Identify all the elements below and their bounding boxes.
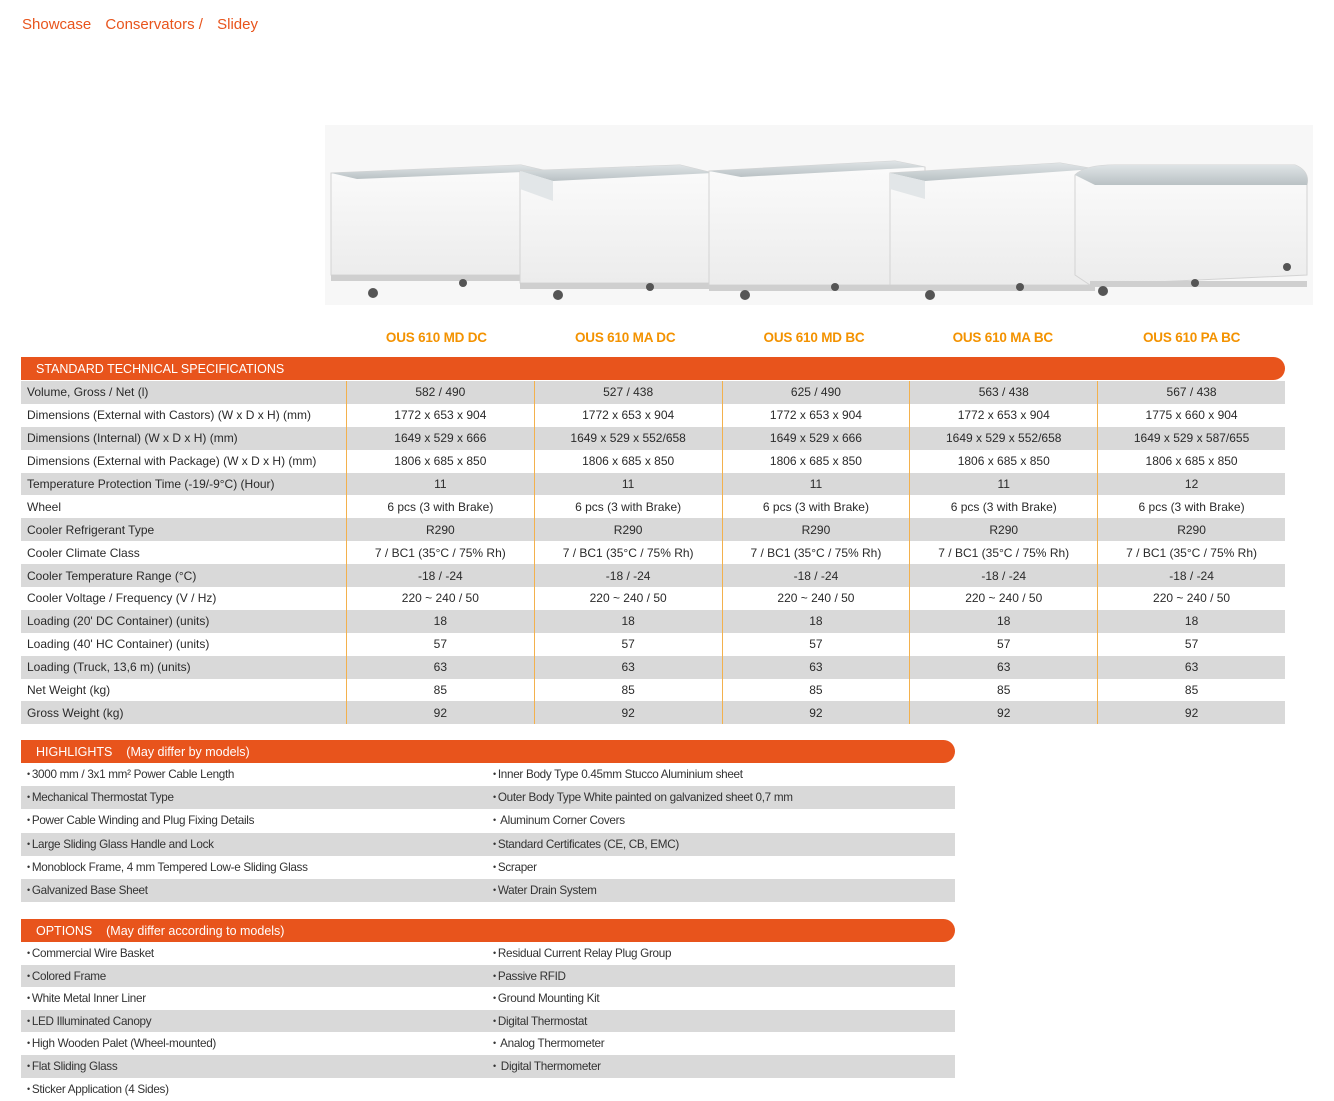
spec-label: Cooler Climate Class [27, 545, 140, 560]
model-name: OUS 610 MD DC [385, 330, 487, 345]
options-item [488, 1078, 955, 1101]
highlights-item: • Water Drain System [488, 879, 955, 902]
options-item: • Passive RFID [488, 965, 955, 988]
options-item: • Analog Thermometer [488, 1032, 955, 1055]
spec-label: Wheel [27, 499, 62, 514]
options-item: • Commercial Wire Basket [21, 942, 488, 965]
highlights-item: • Monoblock Frame, 4 mm Tempered Low-e Sliding Glass [21, 856, 488, 879]
list-item [21, 942, 955, 965]
options-item: • Digital Thermostat [488, 1010, 955, 1033]
spec-label: Loading (Truck, 13,6 m) (units) [21, 656, 346, 679]
spec-value: -18 / -24 [910, 564, 1098, 587]
spec-row [21, 518, 1285, 541]
breadcrumb [22, 16, 268, 33]
options-item: • LED Illuminated Canopy [21, 1010, 488, 1033]
spec-value: 85 [534, 679, 722, 702]
spec-value: 220 ~ 240 / 50 [910, 587, 1098, 610]
spec-value: 63 [346, 656, 534, 679]
spec-value: 63 [910, 656, 1098, 679]
options-item: • High Wooden Palet (Wheel-mounted) [21, 1032, 488, 1055]
breadcrumb-slidey: Slidey [217, 16, 258, 33]
options-item: • Ground Mounting Kit [488, 987, 955, 1010]
breadcrumb-showcase[interactable]: Showcase [22, 16, 92, 33]
highlights-item: • 3000 mm / 3x1 mm² Power Cable Length [21, 763, 488, 786]
list-item [21, 809, 955, 832]
breadcrumb-conservators[interactable]: Conservators / [105, 16, 203, 33]
spec-value: 6 pcs (3 with Brake) [722, 495, 910, 518]
spec-value: 1806 x 685 x 850 [534, 450, 722, 473]
spec-value: 1649 x 529 x 666 [346, 427, 534, 450]
spec-row [21, 679, 1285, 702]
spec-row [21, 450, 1285, 473]
spec-value: 63 [534, 656, 722, 679]
spec-value: 6 pcs (3 with Brake) [910, 495, 1098, 518]
model-name: OUS 610 MD BC [763, 330, 865, 345]
freezer-2 [520, 165, 713, 300]
spec-value: R290 [910, 518, 1098, 541]
spec-value: 18 [910, 610, 1098, 633]
freezer-1 [331, 165, 547, 298]
highlights-item: • Outer Body Type White painted on galvanized sheet 0,7 mm [488, 786, 955, 809]
spec-value: -18 / -24 [1098, 564, 1285, 587]
spec-value: R290 [346, 518, 534, 541]
spec-value: R290 [534, 518, 722, 541]
options-item: • Flat Sliding Glass [21, 1055, 488, 1078]
freezer-5 [1075, 165, 1308, 296]
list-item [21, 856, 955, 879]
product-image [325, 125, 1313, 305]
spec-row [21, 427, 1285, 450]
spec-value: 527 / 438 [534, 381, 722, 404]
list-item [21, 786, 955, 809]
spec-label: Volume, Gross / Net (l) [21, 381, 346, 404]
spec-value: 85 [1098, 679, 1285, 702]
spec-value: 63 [1098, 656, 1285, 679]
spec-value: 625 / 490 [722, 381, 910, 404]
spec-value: 11 [910, 473, 1098, 496]
spec-row [21, 656, 1285, 679]
spec-value: 7 / BC1 (35°C / 75% Rh) [534, 541, 722, 564]
spec-label: Temperature Protection Time (-19/-9°C) (Hour) [21, 473, 346, 496]
spec-value: 92 [534, 701, 722, 724]
spec-value: 57 [534, 633, 722, 656]
spec-value: 11 [346, 473, 534, 496]
spec-row [21, 473, 1285, 496]
spec-value: 92 [1098, 701, 1285, 724]
spec-value: 1806 x 685 x 850 [722, 450, 910, 473]
spec-value: 582 / 490 [346, 381, 534, 404]
spec-value: 18 [534, 610, 722, 633]
highlights-section-header: HIGHLIGHTS (May differ by models) [21, 740, 955, 763]
spec-value: 1772 x 653 x 904 [534, 404, 722, 427]
spec-value: 18 [346, 610, 534, 633]
spec-value: 63 [722, 656, 910, 679]
spec-value: 7 / BC1 (35°C / 75% Rh) [722, 541, 910, 564]
spec-row [21, 495, 1285, 518]
highlights-list [21, 763, 955, 902]
freezer-4 [890, 163, 1095, 300]
spec-value: 1806 x 685 x 850 [1098, 450, 1285, 473]
spec-value: 220 ~ 240 / 50 [1098, 587, 1285, 610]
highlights-item: • Large Sliding Glass Handle and Lock [21, 833, 488, 856]
spec-value: 18 [1098, 610, 1285, 633]
highlights-item: • Mechanical Thermostat Type [21, 786, 488, 809]
spec-label: Net Weight (kg) [27, 683, 111, 698]
spec-value: 85 [346, 679, 534, 702]
spec-label: Cooler Voltage / Frequency (V / Hz) [27, 591, 217, 606]
spec-label: Loading (20' DC Container) (units) [21, 610, 346, 633]
spec-section-header: STANDARD TECHNICAL SPECIFICATIONS [21, 357, 1285, 380]
list-item [21, 833, 955, 856]
spec-label: Dimensions (External with Castors) (W x D x H) (mm) [27, 408, 312, 423]
spec-value: 1806 x 685 x 850 [910, 450, 1098, 473]
spec-value: 220 ~ 240 / 50 [346, 587, 534, 610]
list-item [21, 987, 955, 1010]
spec-value: 1772 x 653 x 904 [722, 404, 910, 427]
options-item: • Colored Frame [21, 965, 488, 988]
spec-row [21, 610, 1285, 633]
spec-value: 1772 x 653 x 904 [910, 404, 1098, 427]
spec-value: 92 [346, 701, 534, 724]
list-item [21, 879, 955, 902]
model-names [342, 330, 1286, 345]
spec-value: 11 [722, 473, 910, 496]
spec-value: 7 / BC1 (35°C / 75% Rh) [346, 541, 534, 564]
spec-label: Gross Weight (kg) [21, 701, 346, 724]
spec-value: R290 [722, 518, 910, 541]
spec-row [21, 564, 1285, 587]
spec-value: 12 [1098, 473, 1285, 496]
options-item: • Residual Current Relay Plug Group [488, 942, 955, 965]
spec-value: 1772 x 653 x 904 [346, 404, 534, 427]
model-name: OUS 610 PA BC [1142, 330, 1241, 345]
spec-row [21, 404, 1285, 427]
spec-label: Cooler Refrigerant Type [21, 518, 346, 541]
highlights-item: • Galvanized Base Sheet [21, 879, 488, 902]
spec-value: 11 [534, 473, 722, 496]
spec-value: 7 / BC1 (35°C / 75% Rh) [1098, 541, 1285, 564]
options-section-header: OPTIONS (May differ according to models) [21, 919, 955, 942]
options-item: • Digital Thermometer [488, 1055, 955, 1078]
options-item: • Sticker Application (4 Sides) [21, 1078, 488, 1101]
spec-value: 567 / 438 [1098, 381, 1285, 404]
highlights-item: • Standard Certificates (CE, CB, EMC) [488, 833, 955, 856]
spec-value: 85 [910, 679, 1098, 702]
spec-value: 563 / 438 [910, 381, 1098, 404]
spec-row [21, 633, 1285, 656]
spec-label: Dimensions (External with Package) (W x D x H) (mm) [27, 454, 317, 469]
spec-value: -18 / -24 [346, 564, 534, 587]
spec-value: 220 ~ 240 / 50 [534, 587, 722, 610]
options-list [21, 942, 955, 1100]
spec-table [21, 381, 1285, 724]
highlights-item: • Inner Body Type 0.45mm Stucco Aluminium sheet [488, 763, 955, 786]
list-item [21, 1055, 955, 1078]
spec-value: 18 [722, 610, 910, 633]
spec-value: 1649 x 529 x 587/655 [1098, 427, 1285, 450]
list-item [21, 1032, 955, 1055]
spec-value: 1775 x 660 x 904 [1098, 404, 1285, 427]
spec-value: 57 [346, 633, 534, 656]
spec-row [21, 701, 1285, 724]
spec-row [21, 541, 1285, 564]
spec-value: 57 [910, 633, 1098, 656]
highlights-item: • Aluminum Corner Covers [488, 809, 955, 832]
list-item [21, 965, 955, 988]
spec-value: 92 [722, 701, 910, 724]
spec-value: 92 [910, 701, 1098, 724]
spec-row [21, 381, 1285, 404]
spec-value: 57 [722, 633, 910, 656]
model-name: OUS 610 MA BC [952, 330, 1053, 345]
spec-value: 6 pcs (3 with Brake) [1098, 495, 1285, 518]
spec-row [21, 587, 1285, 610]
spec-value: 1649 x 529 x 666 [722, 427, 910, 450]
spec-value: 6 pcs (3 with Brake) [346, 495, 534, 518]
spec-label: Dimensions (Internal) (W x D x H) (mm) [21, 427, 346, 450]
highlights-item: • Scraper [488, 856, 955, 879]
spec-label: Cooler Temperature Range (°C) [21, 564, 346, 587]
spec-value: -18 / -24 [722, 564, 910, 587]
spec-value: 6 pcs (3 with Brake) [534, 495, 722, 518]
spec-value: 57 [1098, 633, 1285, 656]
model-name: OUS 610 MA DC [574, 330, 676, 345]
spec-value: 1806 x 685 x 850 [346, 450, 534, 473]
spec-label: Loading (40' HC Container) (units) [27, 637, 210, 652]
spec-value: 85 [722, 679, 910, 702]
highlights-item: • Power Cable Winding and Plug Fixing Details [21, 809, 488, 832]
spec-value: 220 ~ 240 / 50 [722, 587, 910, 610]
spec-value: 1649 x 529 x 552/658 [910, 427, 1098, 450]
spec-value: 1649 x 529 x 552/658 [534, 427, 722, 450]
spec-value: R290 [1098, 518, 1285, 541]
spec-value: -18 / -24 [534, 564, 722, 587]
list-item [21, 763, 955, 786]
options-item: • White Metal Inner Liner [21, 987, 488, 1010]
list-item [21, 1010, 955, 1033]
list-item [21, 1078, 955, 1101]
spec-value: 7 / BC1 (35°C / 75% Rh) [910, 541, 1098, 564]
